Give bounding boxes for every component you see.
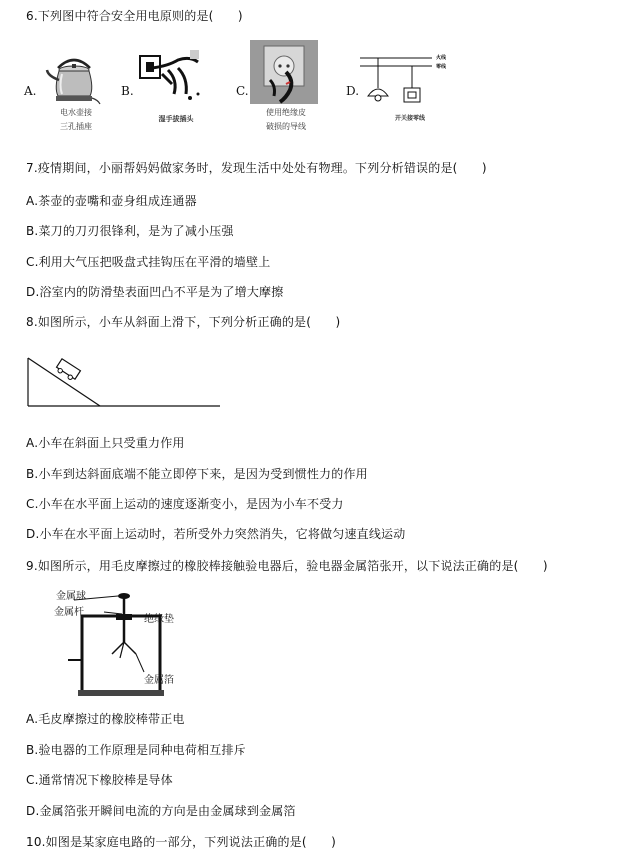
- q6-option-c-caption: [250, 106, 322, 134]
- q9-option-a: A.毛皮摩擦过的橡胶棒带正电: [26, 712, 185, 726]
- q9-option-b: B.验电器的工作原理是同种电荷相互排斥: [26, 743, 246, 757]
- q6-option-b-letter: B.: [121, 84, 134, 98]
- wet-hand-plug-illustration: [138, 50, 208, 104]
- q6-option-a-letter: A.: [24, 84, 37, 98]
- q7-option-b: B.菜刀的刀刃很锋利，是为了减小压强: [26, 224, 234, 238]
- q7-stem: 7.疫情期间，小丽帮妈妈做家务时，发现生活中处处有物理。下列分析错误的是( ): [26, 161, 487, 175]
- q8-option-b: B.小车到达斜面底端不能立即停下来，是因为受到惯性力的作用: [26, 467, 368, 481]
- q6-option-d-letter: D.: [346, 84, 360, 98]
- q6-option-d-neutral-wire-label: 零线: [436, 64, 447, 70]
- q8-option-a: A.小车在斜面上只受重力作用: [26, 436, 185, 450]
- q6-option-a-caption: [46, 106, 106, 134]
- q6-option-c-caption-line2: 破损的导线: [266, 122, 306, 131]
- q6-option-c-letter: C.: [236, 84, 249, 98]
- q8-stem: 8.如图所示，小车从斜面上滑下，下列分析正确的是( ): [26, 315, 341, 329]
- switch-on-neutral-circuit: [358, 52, 464, 110]
- q8-option-c: C.小车在水平面上运动的速度逐渐变小，是因为小车不受力: [26, 497, 344, 511]
- q9-option-c: C.通常情况下橡胶棒是导体: [26, 773, 173, 787]
- q6-option-b-caption: 湿手拔插头: [158, 115, 194, 123]
- q9-option-d: D.金属箔张开瞬间电流的方向是由金属球到金属箔: [26, 804, 296, 818]
- q9-metal-ball-label: 金属球: [56, 591, 86, 602]
- q9-metal-foil-label: 金属箔: [144, 675, 174, 686]
- q9-metal-rod-label: 金属杆: [54, 607, 84, 618]
- q6-option-a-caption-line1: 电水壶接: [60, 108, 92, 117]
- q9-insulator-label: 绝缘垫: [144, 614, 174, 625]
- q6-option-d-caption: 开关接零线: [394, 115, 425, 122]
- damaged-wire-photo: [250, 40, 318, 104]
- q9-stem: 9.如图所示，用毛皮摩擦过的橡胶棒接触验电器后，验电器金属箔张开，以下说法正确的是( ): [26, 559, 548, 573]
- incline-cart-diagram: [24, 350, 224, 412]
- q6-option-a-caption-line2: 三孔插座: [60, 122, 92, 131]
- q8-option-d: D.小车在水平面上运动时，若所受外力突然消失，它将做匀速直线运动: [26, 527, 406, 541]
- q6-option-d-live-wire-label: 火线: [436, 55, 447, 61]
- kettle-illustration: [44, 46, 104, 106]
- q6-option-c-caption-line1: 使用绝缘皮: [266, 108, 306, 117]
- q7-option-a: A.茶壶的壶嘴和壶身组成连通器: [26, 194, 197, 208]
- q7-option-c: C.利用大气压把吸盘式挂钩压在平滑的墙壁上: [26, 255, 271, 269]
- q10-stem: 10.如图是某家庭电路的一部分，下列说法正确的是( ): [26, 835, 337, 849]
- q7-option-d: D.浴室内的防滑垫表面凹凸不平是为了增大摩擦: [26, 285, 284, 299]
- q6-stem: 6.下列图中符合安全用电原则的是( ): [26, 9, 243, 23]
